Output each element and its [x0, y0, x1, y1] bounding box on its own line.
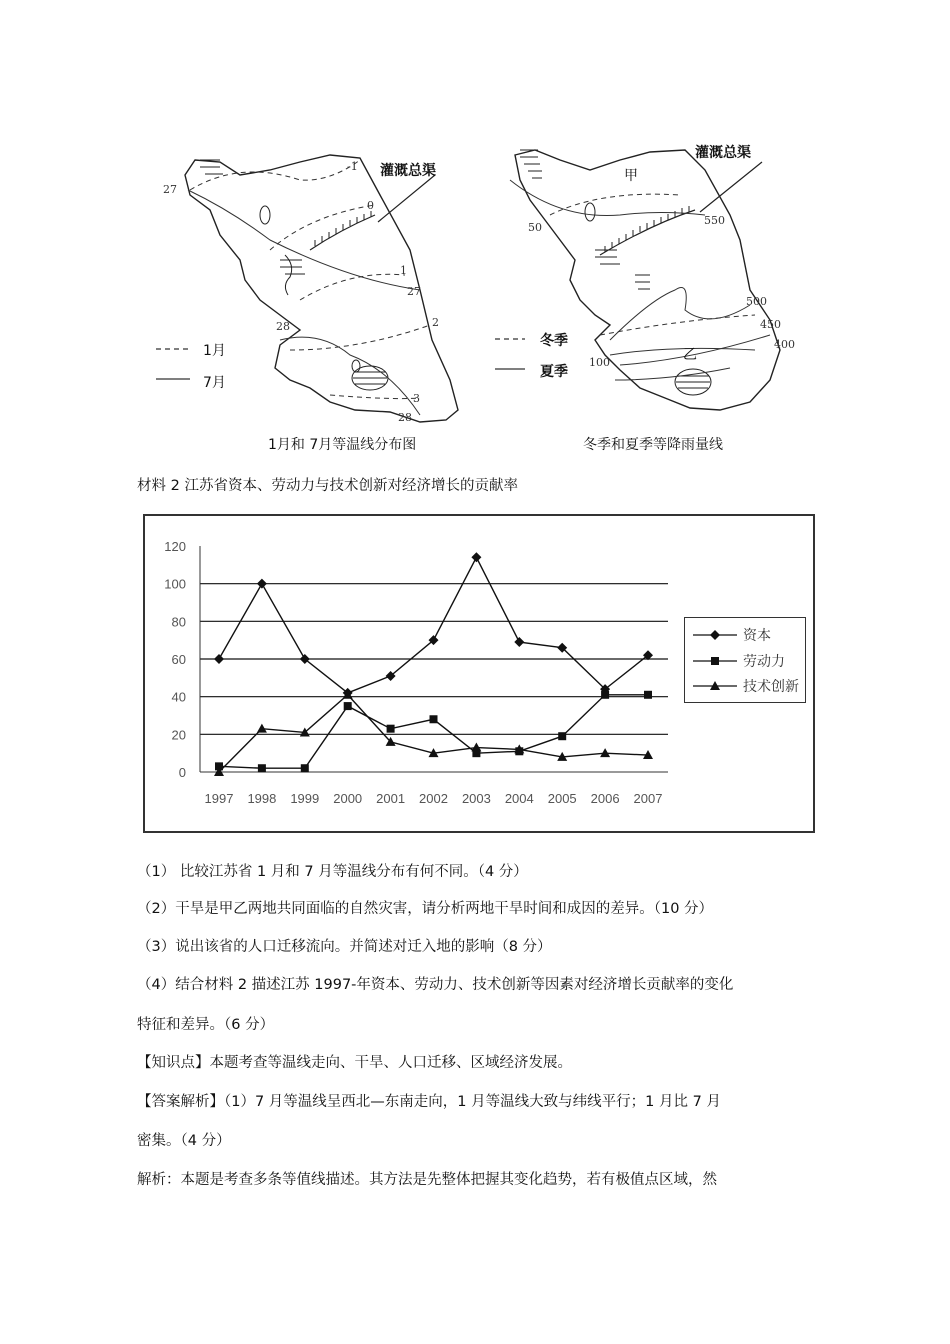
left-map-legend-dashed-label: 1月 [203, 343, 226, 359]
question-4-continued: 特征和差异。（6 分） [137, 1017, 275, 1033]
data-point-square [601, 691, 609, 699]
x-tick-label: 2005 [547, 791, 577, 806]
y-tick-label: 40 [171, 689, 186, 705]
legend-marker-square [691, 650, 741, 672]
left-map-isoline-label: 28 [276, 320, 290, 333]
left-map-isoline-label: 1 [400, 264, 407, 277]
y-tick-label: 20 [171, 727, 186, 743]
data-point-diamond [471, 552, 481, 562]
x-tick-label: 2004 [504, 791, 534, 806]
knowledge-point: 【知识点】本题考查等温线走向、干旱、人口迁移、区域经济发展。 [137, 1055, 572, 1071]
data-point-square [387, 725, 395, 733]
right-map-legend-solid-label: 夏季 [540, 364, 568, 380]
right-map-canal-label: 灌溉总渠 [695, 145, 751, 161]
series-line-triangle [219, 695, 648, 772]
x-tick-label: 2001 [376, 791, 406, 806]
left-map-isoline-label: 27 [407, 285, 421, 298]
right-map-isoline-label: 500 [746, 295, 767, 308]
legend-marker-diamond [691, 624, 741, 646]
data-point-square [558, 732, 566, 740]
question-2: （2）干旱是甲乙两地共同面临的自然灾害，请分析两地干旱时间和成因的差异。（10 分） [137, 901, 714, 917]
data-point-square [301, 764, 309, 772]
left-map-isoline-label: -1 [347, 160, 358, 173]
series-line-diamond [219, 557, 648, 693]
right-map-caption: 冬季和夏季等降雨量线 [583, 437, 723, 453]
answer-line-2: 密集。（4 分） [137, 1133, 231, 1149]
data-point-diamond [214, 654, 224, 664]
left-map-canal-label: 灌溉总渠 [380, 163, 436, 179]
series-line-square [219, 695, 648, 768]
x-tick-label: 2003 [461, 791, 491, 806]
data-point-diamond [257, 579, 267, 589]
right-map-isoline-label: 400 [774, 338, 795, 351]
material2-title: 材料 2 江苏省资本、劳动力与技术创新对经济增长的贡献率 [137, 478, 518, 494]
question-4: （4）结合材料 2 描述江苏 1997-年资本、劳动力、技术创新等因素对经济增长贡献率的变化 [137, 977, 734, 993]
analysis-line: 解析：本题是考查多条等值线描述。其方法是先整体把握其变化趋势，若有极值点区域，然 [137, 1172, 717, 1188]
data-point-diamond [514, 637, 524, 647]
right-map-place-jia: 甲 [624, 168, 638, 184]
y-tick-label: 60 [171, 652, 186, 667]
right-map-isoline-label: 550 [704, 214, 725, 227]
data-point-square [258, 764, 266, 772]
data-point-triangle [257, 724, 267, 733]
left-map-isoline-label: 28 [398, 411, 412, 424]
right-map-isoline-label: 450 [760, 318, 781, 331]
x-tick-label: 1997 [204, 791, 234, 806]
data-point-square [344, 702, 352, 710]
right-map-isoline-label: 100 [589, 356, 610, 369]
right-map-legend-dashed-label: 冬季 [540, 333, 568, 349]
left-map-caption: 1月和 7月等温线分布图 [268, 437, 417, 453]
y-tick-label: 0 [178, 765, 186, 780]
left-map-isoline-label: 0 [367, 199, 374, 212]
answer-line-1: 【答案解析】（1）7 月等温线呈西北—东南走向，1 月等温线大致与纬线平行；1 月比 7 月 [137, 1094, 721, 1110]
left-map-isoline-label: 3 [413, 392, 420, 405]
question-1: （1） 比较江苏省 1 月和 7 月等温线分布有何不同。（4 分） [137, 864, 528, 880]
y-tick-label: 100 [164, 576, 186, 592]
right-map-isoline-label: 50 [528, 221, 542, 234]
legend-label: 劳动力 [743, 654, 785, 670]
x-tick-label: 2006 [590, 791, 620, 806]
left-map-isoline-label: 27 [163, 183, 177, 196]
legend-label: 资本 [743, 628, 771, 644]
data-point-square [430, 715, 438, 723]
x-tick-label: 2007 [633, 791, 663, 806]
left-map-isoline-label: 2 [432, 316, 439, 329]
legend-item [691, 650, 803, 672]
x-tick-label: 2002 [419, 791, 448, 806]
data-point-square [644, 691, 652, 699]
legend-marker-triangle [691, 675, 741, 697]
legend-label: 技术创新 [743, 679, 799, 695]
right-map-place-yi: 乙 [683, 347, 697, 363]
legend-item [691, 624, 803, 646]
left-map-legend-solid-label: 7月 [203, 375, 226, 391]
x-tick-label: 1998 [247, 791, 277, 806]
question-3: （3）说出该省的人口迁移流向。并简述对迁入地的影响（8 分） [137, 939, 552, 955]
chart-legend [684, 617, 806, 703]
y-tick-label: 120 [164, 539, 186, 554]
x-tick-label: 1999 [290, 791, 320, 806]
legend-item [691, 675, 803, 697]
x-tick-label: 2000 [333, 791, 363, 806]
y-tick-label: 80 [171, 614, 186, 630]
